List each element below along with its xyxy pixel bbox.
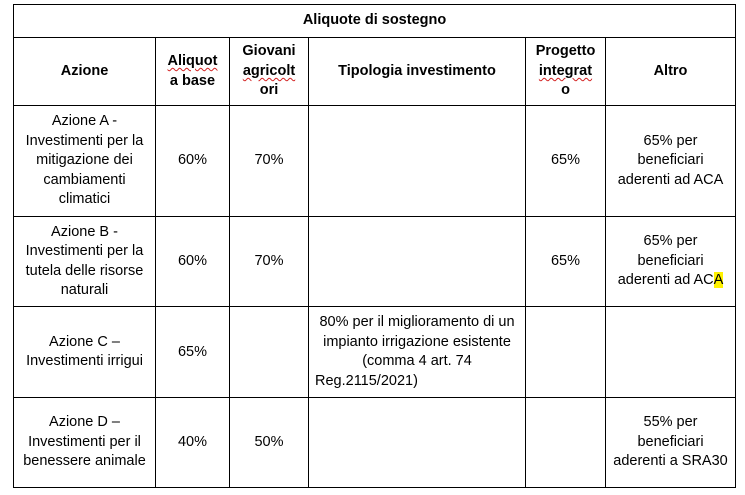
- cell-tipologia: [309, 216, 526, 307]
- cell-altro-highlight: A: [713, 272, 724, 289]
- cell-giovani: 70%: [230, 105, 309, 216]
- aliquote-table: [13, 4, 736, 488]
- header-progetto-integrato: [526, 38, 606, 106]
- table-row: [14, 307, 736, 398]
- header-progetto-part3: o: [561, 82, 570, 99]
- header-progetto-part2: integrat: [538, 62, 593, 79]
- header-altro: Altro: [606, 38, 736, 106]
- cell-azione: Azione A - Investimenti per la mitigazione dei cambiamenti climatici: [14, 105, 156, 216]
- header-aliquota-part2: a base: [169, 72, 216, 89]
- cell-altro: [606, 398, 736, 488]
- cell-tipologia: [309, 398, 526, 488]
- table-title: Aliquote di sostegno: [14, 5, 736, 38]
- cell-aliquota: 60%: [156, 216, 230, 307]
- table-row: [14, 216, 736, 307]
- table-row: [14, 105, 736, 216]
- cell-altro-text: 65% per beneficiari aderenti ad ACA: [617, 132, 724, 188]
- cell-aliquota: 60%: [156, 105, 230, 216]
- cell-azione: Azione B - Investimenti per la tutela delle risorse naturali: [14, 216, 156, 307]
- cell-giovani: 70%: [230, 216, 309, 307]
- cell-altro-text: 65% per beneficiari aderenti ad AC: [617, 233, 714, 289]
- cell-aliquota: 65%: [156, 307, 230, 398]
- cell-giovani: 50%: [230, 398, 309, 488]
- cell-azione: Azione D – Investimenti per il benessere animale: [14, 398, 156, 488]
- title-row: [14, 5, 736, 38]
- cell-progetto: 65%: [526, 216, 606, 307]
- cell-progetto: [526, 307, 606, 398]
- cell-azione: Azione C – Investimenti irrigui: [14, 307, 156, 398]
- cell-altro: [606, 307, 736, 398]
- header-giovani-part3: ori: [259, 82, 279, 99]
- cell-tipologia: [309, 105, 526, 216]
- cell-altro-text: 55% per beneficiari aderenti a SRA30: [613, 414, 728, 470]
- header-azione: Azione: [14, 38, 156, 106]
- cell-tipologia: 80% per il miglioramento di un impianto irrigazione esistente (comma 4 art. 74 Reg.2115/2021): [309, 307, 526, 398]
- header-aliquota-base: [156, 38, 230, 106]
- cell-altro: [606, 216, 736, 307]
- header-row: [14, 38, 736, 106]
- header-aliquota-part1: Aliquot: [167, 53, 218, 70]
- header-giovani-agricoltori: [230, 38, 309, 106]
- header-tipologia: Tipologia investimento: [309, 38, 526, 106]
- cell-progetto: 65%: [526, 105, 606, 216]
- header-progetto-part1: Progetto: [535, 43, 596, 60]
- header-giovani-part1: Giovani: [242, 43, 296, 60]
- header-giovani-part2: agricolt: [242, 62, 296, 79]
- cell-progetto: [526, 398, 606, 488]
- table-row: [14, 398, 736, 488]
- cell-aliquota: 40%: [156, 398, 230, 488]
- cell-giovani: [230, 307, 309, 398]
- cell-altro: [606, 105, 736, 216]
